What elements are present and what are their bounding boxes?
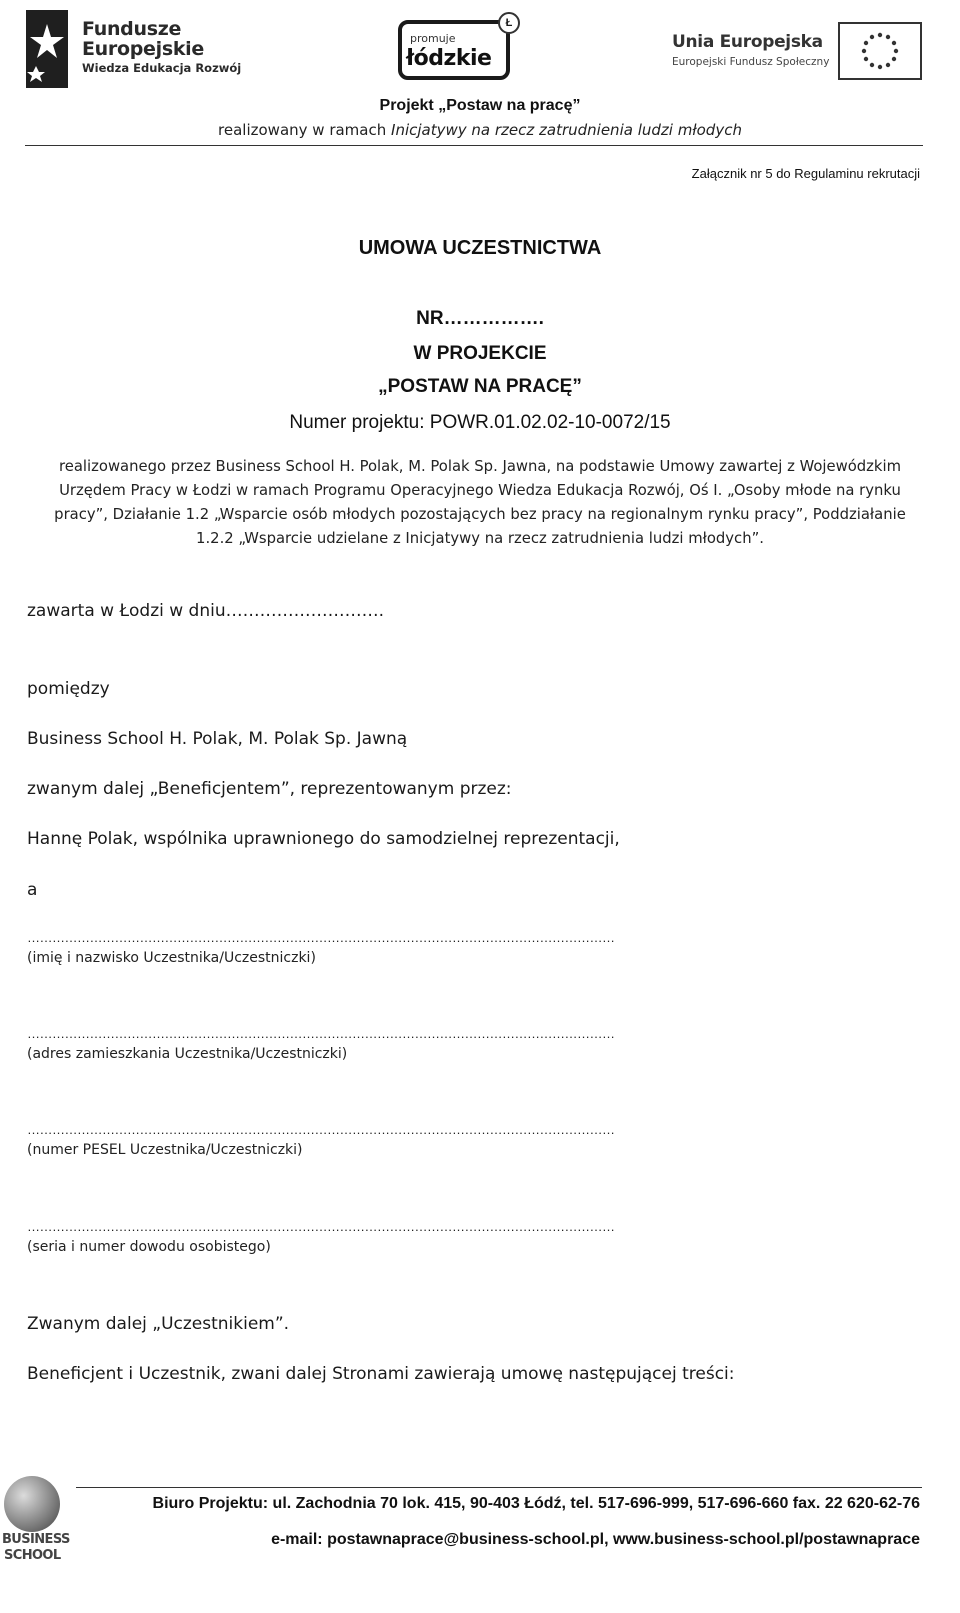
fe-star-icon xyxy=(26,10,68,88)
participant-clause: Zwanym dalej „Uczestnikiem”. xyxy=(27,1314,290,1334)
participant-pesel-field[interactable]: …………………………………………………………………………………………………………………………… xyxy=(27,1122,615,1137)
annex-note: Załącznik nr 5 do Regulaminu rekrutacji xyxy=(691,166,920,181)
between-label: pomiędzy xyxy=(27,679,110,699)
project-name: „POSTAW NA PRACĘ” xyxy=(378,376,582,397)
and-label: a xyxy=(27,880,38,900)
footer-contact[interactable]: e-mail: postawnaprace@business-school.pl, www.business-school.pl/postawnaprace xyxy=(271,1531,920,1548)
project-title: Projekt „Postaw na pracę” xyxy=(379,97,581,114)
fundusze-europejskie-logo xyxy=(26,10,256,88)
representative-clause: Hannę Polak, wspólnika uprawnionego do samodzielnej reprezentacji, xyxy=(27,829,620,849)
participant-id-caption: (seria i numer dowodu osobistego) xyxy=(27,1239,271,1255)
concluded-date-line: zawarta w Łodzi w dniu………………………. xyxy=(27,601,385,621)
project-subtitle xyxy=(0,121,960,139)
ue-line2: Europejski Fundusz Społeczny xyxy=(672,56,830,68)
participant-address-field[interactable]: …………………………………………………………………………………………………………………………… xyxy=(27,1026,615,1041)
fe-line2: Europejskie xyxy=(82,38,204,60)
project-number: Numer projektu: POWR.01.02.02-10-0072/15 xyxy=(289,412,671,433)
footer-office-address: Biuro Projektu: ul. Zachodnia 70 lok. 415, 90-403 Łódź, tel. 517-696-999, 517-696-660 fax. 22 620-62-76 xyxy=(152,1495,920,1512)
participant-name-caption: (imię i nazwisko Uczestnika/Uczestniczki) xyxy=(27,950,316,966)
participant-name-field[interactable]: …………………………………………………………………………………………………………………………… xyxy=(27,930,615,945)
parties-clause: Beneficjent i Uczestnik, zwani dalej Stronami zawierają umowę następującej treści: xyxy=(27,1364,735,1384)
header-divider xyxy=(25,145,923,146)
fe-line3: Wiedza Edukacja Rozwój xyxy=(82,61,242,75)
promuje-lodzkie-logo xyxy=(398,12,528,84)
beneficiary-company: Business School H. Polak, M. Polak Sp. Jawną xyxy=(27,729,408,749)
subtitle-italic: Inicjatywy na rzecz zatrudnienia ludzi młodych xyxy=(391,121,742,139)
subtitle-prefix: realizowany w ramach xyxy=(218,121,392,139)
participant-pesel-caption: (numer PESEL Uczestnika/Uczestniczki) xyxy=(27,1142,303,1158)
fe-line1: Fundusze xyxy=(82,18,182,40)
participant-id-field[interactable]: …………………………………………………………………………………………………………………………… xyxy=(27,1219,615,1234)
business-school-logo-line1: BUSINESS xyxy=(2,1532,70,1547)
beneficiary-clause: zwanym dalej „Beneficjentem”, reprezentowanym przez: xyxy=(27,779,512,799)
contract-title: UMOWA UCZESTNICTWA xyxy=(358,237,602,259)
lodzkie-mark-icon: Ł xyxy=(498,12,520,34)
lodzkie-promuje: promuje xyxy=(410,32,456,45)
participant-address-caption: (adres zamieszkania Uczestnika/Uczestniczki) xyxy=(27,1046,348,1062)
business-school-logo-line2: SCHOOL xyxy=(4,1548,61,1563)
ue-line1: Unia Europejska xyxy=(672,32,823,52)
eu-flag-icon xyxy=(838,22,922,80)
business-school-logo xyxy=(0,1476,72,1613)
unia-europejska-logo xyxy=(672,22,924,82)
in-project-label: W PROJEKCIE xyxy=(413,343,547,364)
footer-divider xyxy=(76,1487,922,1488)
business-school-globe-icon xyxy=(4,1476,60,1532)
lodzkie-name: łódzkie xyxy=(406,46,492,71)
intro-paragraph: realizowanego przez Business School H. Polak, M. Polak Sp. Jawna, na podstawie Umowy zawartej z Wojewódzkim Urzędem Pracy w Łodzi w ramach Programu Operacyjnego Wiedza Edukacja Rozwój, Oś I. „Osoby młode na rynku pracy”, Działanie 1.2 „Wsparcie osób młodych pozostających bez pracy na regionalnym rynku pracy”, Poddziałanie 1.2.2 „Wsparcie udzielane z Inicjatywy na rzecz zatrudnienia ludzi młodych”. xyxy=(54,458,906,547)
contract-number: NR……………. xyxy=(416,308,544,329)
